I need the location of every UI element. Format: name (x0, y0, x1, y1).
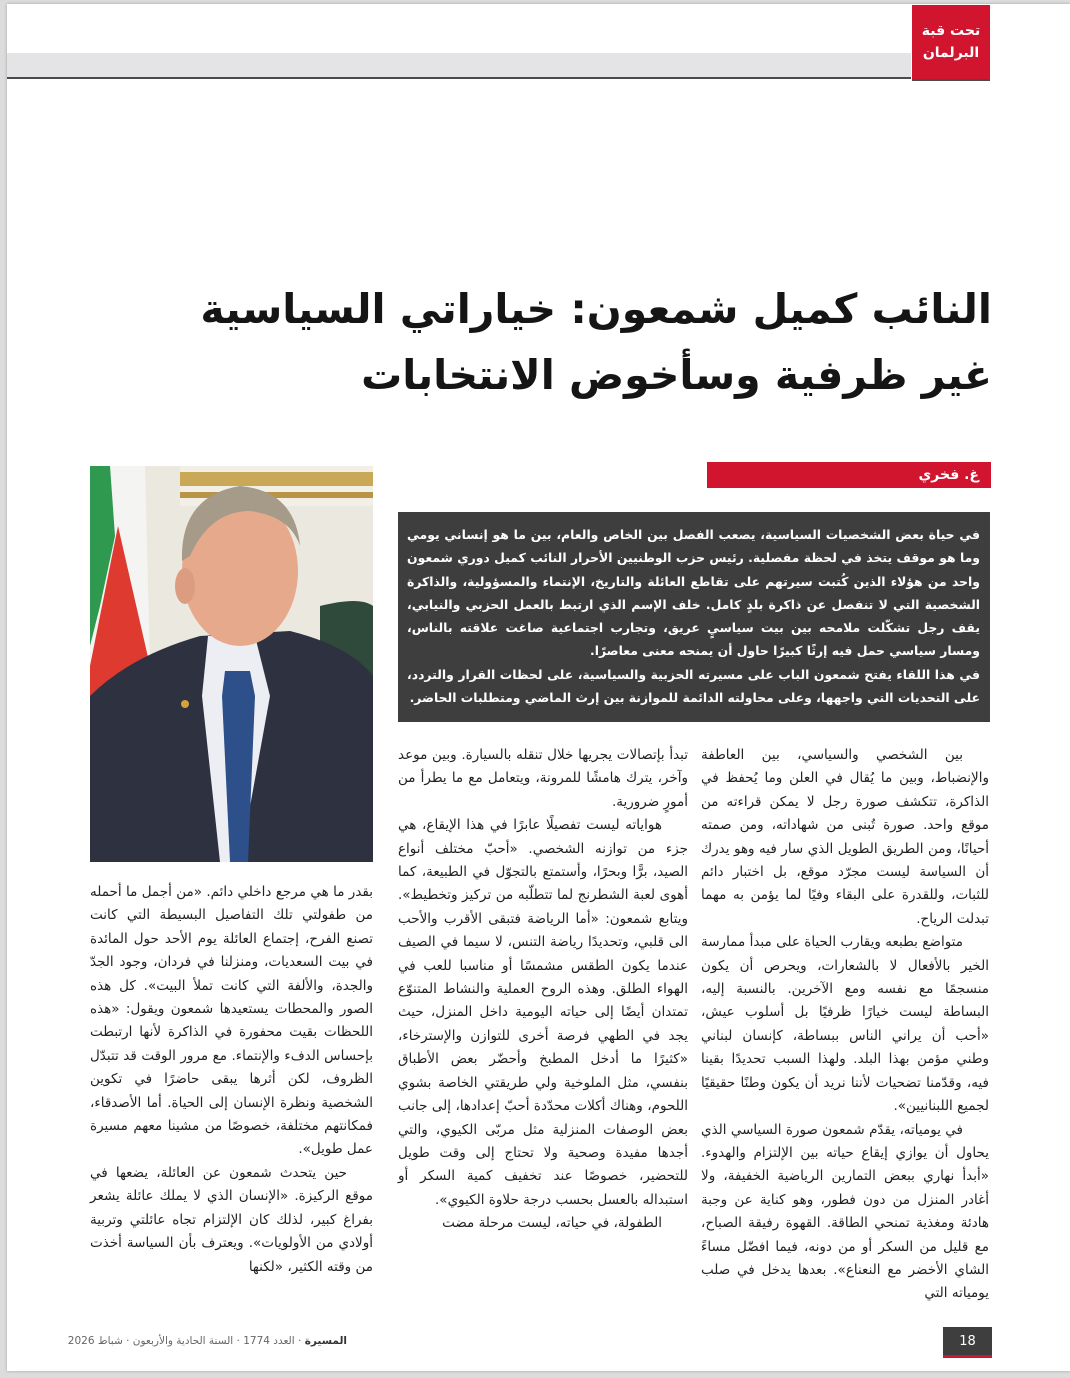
header-band (7, 53, 911, 79)
article-title-line1: النائب كميل شمعون: خياراتي السياسية (200, 285, 992, 333)
section-tag-line1: تحت قبة (921, 23, 981, 39)
article-column-left (90, 881, 373, 1279)
article-title (167, 276, 992, 408)
author-name: غ. فخري (918, 467, 979, 483)
page-number: 18 (943, 1327, 992, 1358)
body-paragraph: حين يتحدث شمعون عن العائلة، يضعها في موقع الركيزة. «الإنسان الذي لا يملك عائلة يشعر بفراغ كبير، لذلك كان الإلتزام تجاه عائلتي وتربية أولادي من الأولويات». ويعترف بأن السياسة أخذت من وقته الكثير، «لكنها (90, 1164, 373, 1275)
body-paragraph: متواضع بطبعه ويقارب الحياة على مبدأ ممارسة الخير بالأفعال لا بالشعارات، ويحرص أن يكون منسجمًا مع نفسه ومع الآخرين. بالنسبة إليه، البساطة ليست خيارًا ظرفيًا بل أسلوب عيش، «أحب أن يراني الناس ببساطة، كإنسان لبناني وطني مؤمن بهذا البلد. ولهذا السبب تحديدًا بقينا فيه، وقدّمنا تضحيات لأننا نريد أن يكون وطنًا حقيقيًا لجميع اللبنانيين». (701, 934, 989, 1115)
body-paragraph: تبدأ بإتصالات يجريها خلال تنقله بالسيارة. وبين موعد وآخر، يترك هامشًا للمرونة، ويتعامل مع ما يطرأ من أمورٍ ضرورية. (398, 747, 688, 810)
portrait-image (90, 466, 373, 862)
volume-year: السنة الحادية والأربعون (132, 1335, 234, 1347)
intro-paragraph-1: في حياة بعض الشخصيات السياسية، يصعب الفصل بين الخاص والعام، بين ما هو إنساني يومي وما هو موقف يتخذ في لحظة مفصلية. رئيس حزب الوطنيين الأحرار النائب كميل دوري شمعون واحد من هؤلاء الذين كُتبت سيرتهم على تقاطع العائلة والتاريخ، الإنتماء والمسؤولية، والذاكرة الشخصية التي لا تنفصل عن ذاكرة بلدٍ كامل. خلف الإسم الذي ارتبط بالعمل الحزبي والنيابي، يقف رجل تشكّلت ملامحه بين بيت سياسيٍ عريق، وتجارب اجتماعية صاغت علاقته بالناس، ومسار سياسي حمل فيه إرثًا كبيرًا حاول أن يمنحه معنى معاصرًا. (407, 527, 980, 659)
body-paragraph: هواياته ليست تفصيلًا عابرًا في هذا الإيقاع، هي جزء من توازنه الشخصي. «أحبّ مختلف أنواع الصيد، برًّا وبحرًا، وأستمتع بالتجوّل في الطبيعة، كما أهوى لعبة الشطرنج لما تتطلّبه من تركيز وتخطيط». ويتابع شمعون: «أما الرياضة فتبقى الأقرب والأحب الى قلبي، وتحديدًا رياضة التنس، لا سيما في الصيف عندما يكون الطقس مشمسًا أو مناسبا للعب في الهواء الطلق. وهذه الروح العملية والنشاط المتنوّع تمتدان أيضًا إلى حياته اليومية داخل المنزل، حيث يجد في الطهي فرصة أخرى للتوازن والإسترخاء، «كثيرًا ما أدخل المطبخ وأحضّر بعض الأطباق بنفسي، مثل الملوخية ولي طريقتي الخاصة بشوي اللحوم، وهناك أكلات محدّدة أحبّ إعدادها، إلى جانب بعض الوصفات المنزلية مثل مربّى الكيوي، والتي أجدها مفيدة وصحية ولا تحتاج إلى وقت طويل للتحضير، خصوصًا عند تخفيف كمية السكر أو استبداله بالعسل بحسب درجة حلاوة الكيوي». (398, 817, 688, 1208)
intro-paragraph-2: في هذا اللقاء يفتح شمعون الباب على مسيرته الحزبية والسياسية، على لحظات القرار والتردد، على التحديات التي واجهها، وعلى محاولته الدائمة للموازنة بين إرث الماضي ومتطلبات الحاضر. (407, 666, 980, 706)
body-paragraph: الطفولة، في حياته، ليست مرحلة مضت (442, 1215, 662, 1232)
article-title-line2: غير ظرفية وسأخوض الانتخابات (361, 351, 992, 399)
body-paragraph: في يومياته، يقدّم شمعون صورة السياسي الذي يحاول أن يوازي إيقاع حياته بين الإلتزام والهدوء. «أبدأ نهاري ببعض التمارين الرياضية الخفيفة، ولا أغادر المنزل من دون فطور، وهو كناية عن وجبة هادئة ومغذية تمنحي الطاقة. القهوة رفيقة الصباح، مع قليل من السكر أو من دونه، فيما افضّل مساءً الشاي الأخضر مع النعناع». بعدها يدخل في صلب يومياته التي (701, 1121, 989, 1302)
body-paragraph: بين الشخصي والسياسي، بين العاطفة والإنضباط، وبين ما يُقال في العلن وما يُحفظ في الذاكرة، تتكشف صورة رجل لا يمكن قراءته من موقع واحد. صورة تُبنى من شهاداته، ومن صمته أحيانًا، ومن الطريق الطويل الذي سار فيه وهو يدرك أن السياسة ليست مجرّد موقع، بل اختبار دائم للثبات، وللقدرة على البقاء وفيًا لما يؤمن به مهما تبدلت الرياح. (701, 747, 989, 927)
magazine-name: المسيرة (304, 1335, 347, 1347)
author-byline (707, 462, 991, 488)
intro-lead-box (398, 512, 990, 722)
section-tag (912, 5, 990, 81)
portrait-photo (90, 466, 373, 862)
issue-number: العدد 1774 (243, 1335, 295, 1347)
issue-date: شباط 2026 (67, 1335, 123, 1347)
page-footer: المسيرة · العدد 1774 · السنة الحادية والأربعون · شباط 2026 (67, 1335, 347, 1347)
magazine-page (7, 4, 1070, 1371)
article-column-right (701, 744, 989, 1306)
body-paragraph: بقدر ما هي مرجع داخلي دائم. «من أجمل ما أحمله من طفولتي تلك التفاصيل البسيطة التي كانت تصنع الفرح، إجتماع العائلة يوم الأحد حول المائدة في بيت السعديات، ومنزلنا في فردان، وجود الجدّ والجدة، والألفة التي كانت تملأ البيت». كل هذه الصور والمحطات يستعيدها شمعون ويقول: «هذه اللحظات بقيت محفورة في الذاكرة لأنها ارتبطت بإحساس الدفء والإنتماء. مع مرور الوقت قد تتبدّل الظروف، لكن أثرها يبقى حاضرًا في تكوين الشخصية ونظرة الإنسان إلى الحياة. أما الأصدقاء، فمكانتهم مختلفة، خصوصًا من مشينا معهم مسيرة عمل طويل». (90, 884, 373, 1158)
article-column-middle (398, 744, 688, 1236)
section-tag-line2: البرلمان (922, 45, 980, 61)
